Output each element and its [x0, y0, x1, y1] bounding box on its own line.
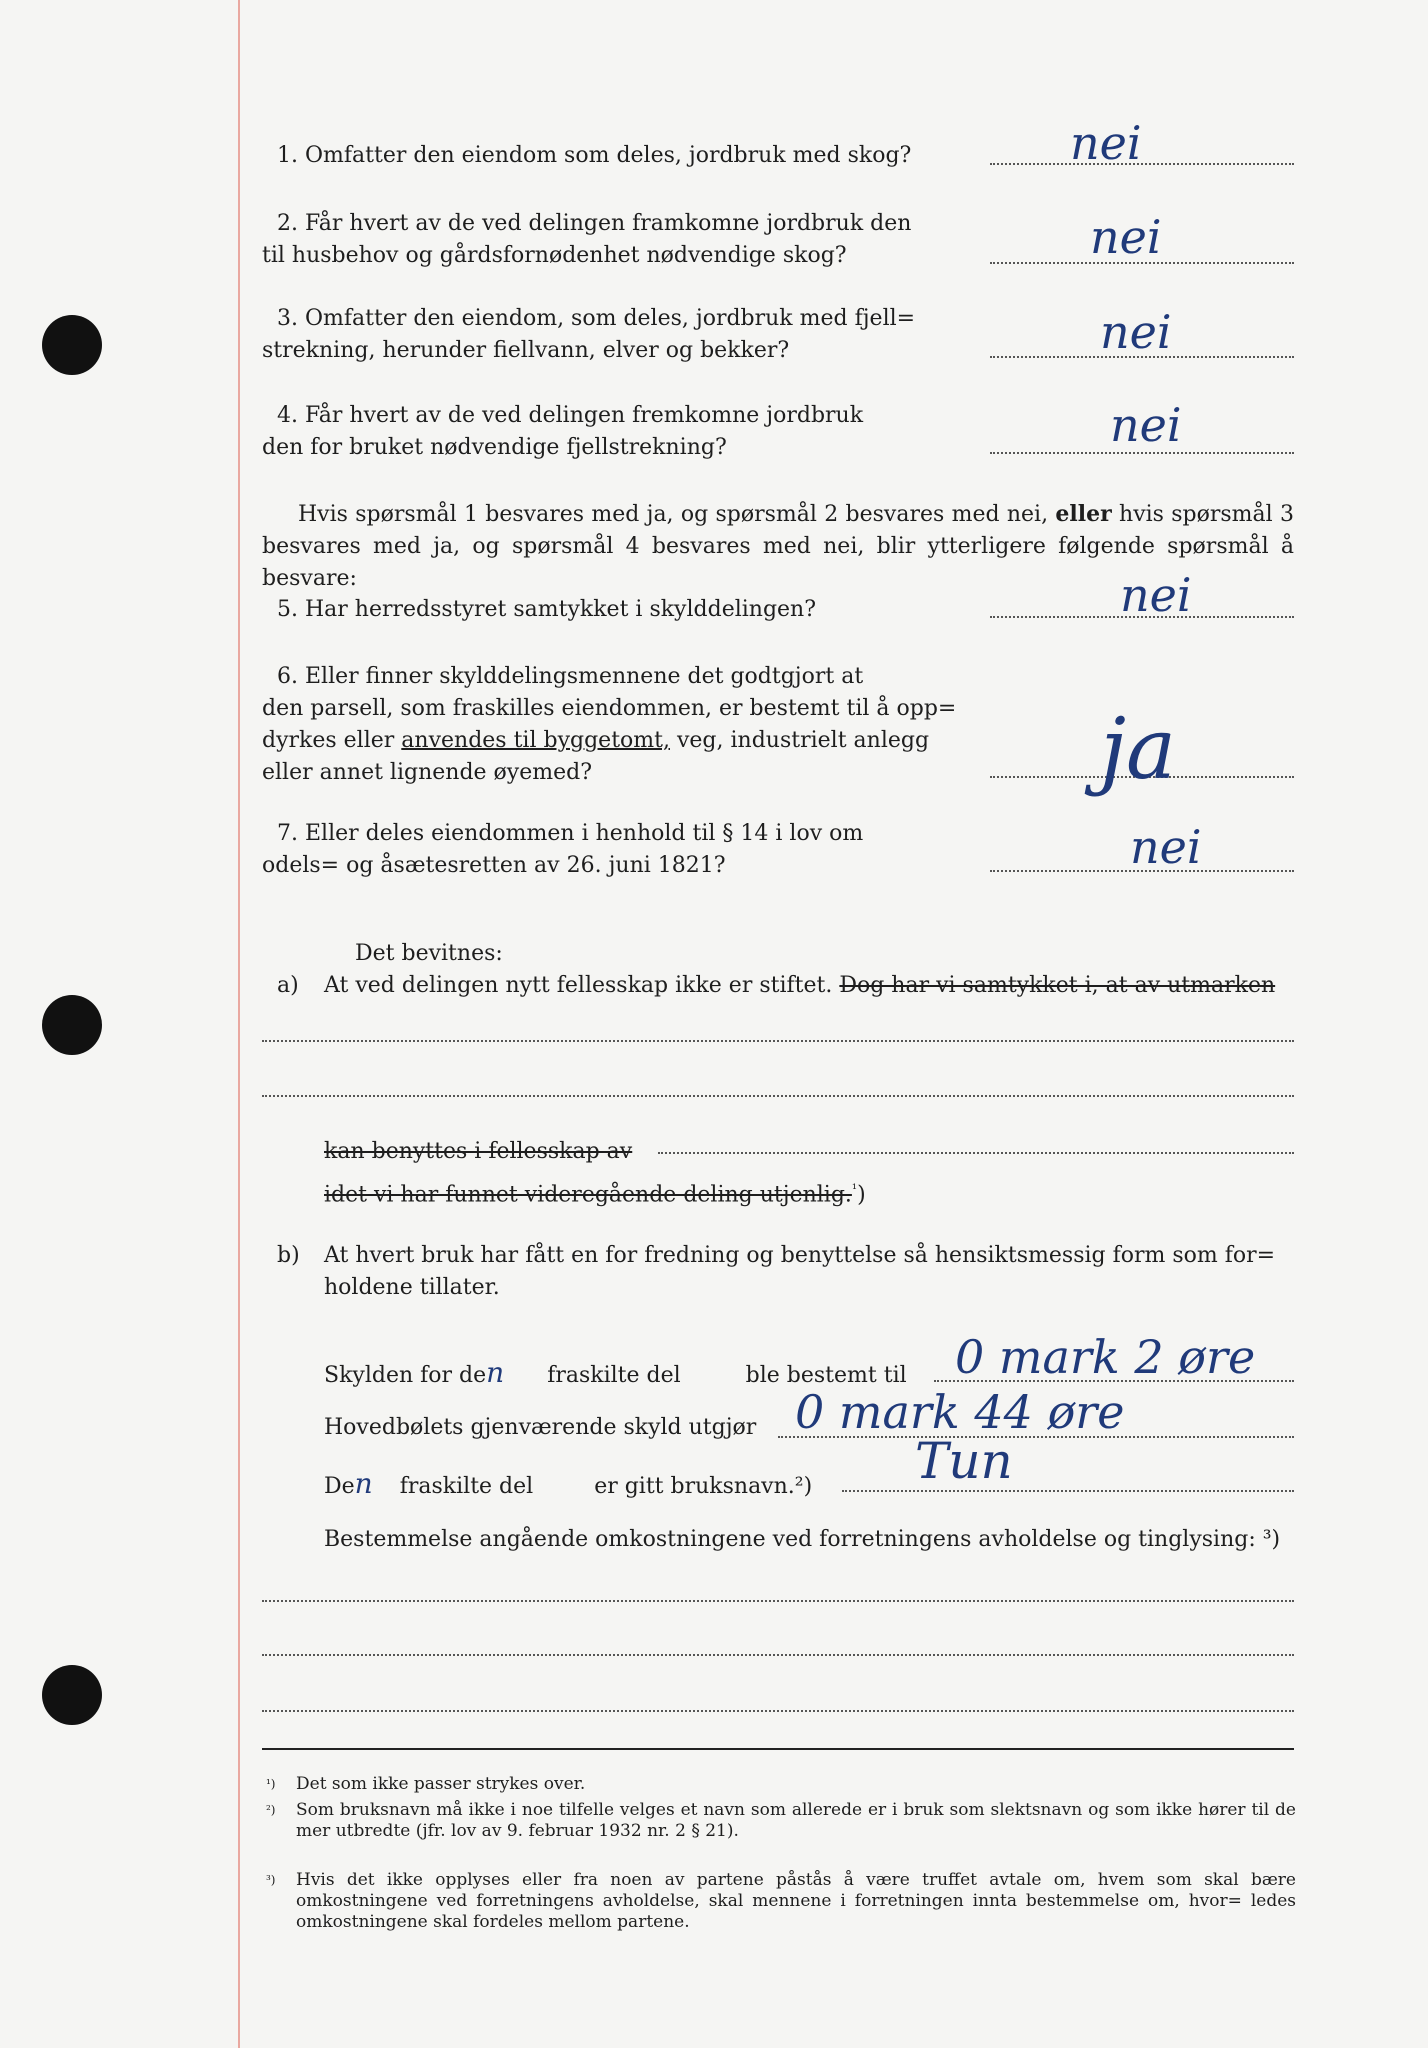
blank-line — [262, 1040, 1294, 1042]
question-7 — [262, 818, 990, 882]
navn-row — [324, 1468, 812, 1503]
question-number: 5. — [277, 597, 298, 622]
blank-line — [262, 1654, 1294, 1656]
field-label: fraskilte del — [547, 1363, 681, 1388]
item-a-text: At ved delingen nytt fellesskap ikke er stiftet. — [324, 973, 833, 998]
question-number: 2. — [277, 211, 298, 236]
item-b-text: holdene tillater. — [324, 1275, 500, 1300]
footnote-separator — [262, 1748, 1294, 1750]
question-text: eller annet lignende øyemed? — [262, 760, 592, 785]
question-number: 7. — [277, 821, 298, 846]
blank-line — [262, 1095, 1294, 1097]
punch-hole — [42, 1665, 102, 1725]
instruction-bold: eller — [1055, 501, 1112, 527]
punch-hole — [42, 995, 102, 1055]
field-label: er gitt bruksnavn.²) — [594, 1474, 813, 1499]
question-text: Eller finner skylddelingsmennene det godtgjort at — [305, 664, 864, 689]
question-number: 3. — [277, 306, 298, 331]
blank-line — [658, 1152, 1294, 1154]
question-text: Eller deles eiendommen i henhold til § 14 i lov om — [305, 821, 864, 846]
margin-rule — [238, 0, 240, 2048]
question-text: odels= og åsætesretten av 26. juni 1821? — [262, 853, 726, 878]
handwritten-answer-6: ja — [1100, 700, 1177, 798]
footnote-1 — [266, 1774, 1296, 1795]
item-a-struck-text: Dog har vi samtykket i, at av utmarken — [839, 973, 1276, 998]
item-label-a: a) — [277, 973, 299, 998]
question-text-underlined: anvendes til byggetomt, — [401, 728, 670, 753]
field-label: ble bestemt til — [745, 1363, 907, 1388]
footnote-ref: ¹ — [851, 1182, 858, 1197]
footnote-2 — [266, 1800, 1296, 1842]
item-b-text: At hvert bruk har fått en for fredning og benyttelse så hensiktsmessig form som for= — [324, 1243, 1276, 1268]
handwritten-suffix: n — [354, 1467, 373, 1500]
footnote-3 — [266, 1870, 1296, 1933]
handwritten-answer-5: nei — [1120, 568, 1192, 622]
field-label: Hovedbølets gjenværende skyld utgjør — [324, 1415, 757, 1440]
punch-hole — [42, 315, 102, 375]
question-text: den parsell, som fraskilles eiendommen, er bestemt til å opp= — [262, 696, 957, 721]
question-1 — [262, 140, 990, 172]
footnote-number: ¹) — [266, 1777, 276, 1791]
instruction-text: hvis spørsmål 3 besvares med ja, og spørsmål 4 besvares med nei, blir ytterligere følgende spørsmål å besvare: — [262, 502, 1294, 591]
question-2 — [262, 208, 990, 272]
item-a-line — [324, 970, 1275, 1002]
handwritten-suffix: n — [486, 1356, 505, 1389]
question-4 — [262, 400, 990, 464]
question-text: Får hvert av de ved delingen framkomne jordbruk den — [305, 211, 912, 236]
footnote-number: ³) — [266, 1873, 276, 1887]
question-text: strekning, herunder fiellvann, elver og bekker? — [262, 338, 790, 363]
answer-line — [990, 163, 1294, 165]
struck-text: kan benyttes i fellesskap av — [324, 1139, 633, 1164]
question-3 — [262, 303, 990, 367]
question-text: veg, industrielt anlegg — [676, 728, 930, 753]
field-label: De — [324, 1474, 355, 1499]
field-label: Bestemmelse angående omkostningene ved forretningens avholdelse og tinglysing: ³) — [324, 1527, 1281, 1552]
footnote-text: Som bruksnavn må ikke i noe tilfelle velges et navn som allerede er i bruk som slektsnavn og som ikke hører til de mer utbredte (jfr. lov av 9. februar 1932 nr. 2 § 21). — [296, 1800, 1296, 1841]
answer-line — [842, 1490, 1294, 1492]
question-number: 4. — [277, 403, 298, 428]
footnote-text: Det som ikke passer strykes over. — [296, 1774, 586, 1794]
handwritten-answer-2: nei — [1090, 210, 1162, 264]
handwritten-answer-1: nei — [1070, 116, 1142, 170]
handwritten-answer-7: nei — [1130, 820, 1202, 874]
handwritten-answer-3: nei — [1100, 305, 1172, 359]
field-label: Skylden for de — [324, 1363, 487, 1388]
question-text: til husbehov og gårdsfornødenhet nødvendige skog? — [262, 243, 847, 268]
paren-text: ) — [857, 1182, 866, 1208]
question-text: Omfatter den eiendom, som deles, jordbruk med fjell= — [305, 306, 916, 331]
handwritten-bruksnavn: Tun — [915, 1432, 1013, 1490]
question-text: Får hvert av de ved delingen fremkomne jordbruk — [305, 403, 864, 428]
footnote-text: Hvis det ikke opplyses eller fra noen av partene påstås å være truffet avtale om, hvem som skal bære omkostningene ved forretningens avholdelse, skal mennene i forretningen innta bestemmelse om, hvor= ledes omkostningene skal fordeles mellom partene. — [296, 1870, 1296, 1932]
struck-line-3 — [324, 1174, 866, 1211]
handwritten-skyld-value: 0 mark 2 øre — [955, 1330, 1256, 1384]
question-6 — [262, 661, 990, 789]
handwritten-hoved-value: 0 mark 44 øre — [795, 1385, 1125, 1439]
question-number: 1. — [277, 143, 298, 168]
instruction-text: Hvis spørsmål 1 besvares med ja, og spørsmål 2 besvares med nei, — [298, 502, 1049, 527]
blank-line — [262, 1600, 1294, 1602]
question-number: 6. — [277, 664, 298, 689]
question-text: den for bruket nødvendige fjellstrekning? — [262, 435, 727, 460]
blank-line — [262, 1710, 1294, 1712]
handwritten-answer-4: nei — [1110, 398, 1182, 452]
question-text: Har herredsstyret samtykket i skylddelingen? — [305, 597, 817, 622]
testify-heading: Det bevitnes: — [355, 941, 503, 966]
item-label-b: b) — [277, 1243, 300, 1268]
question-text: dyrkes eller — [262, 728, 395, 753]
struck-text: idet vi har funnet videregående deling utjenlig. — [324, 1182, 852, 1208]
question-5 — [262, 594, 990, 626]
field-label: fraskilte del — [399, 1474, 534, 1499]
answer-line — [990, 452, 1294, 454]
question-text: Omfatter den eiendom som deles, jordbruk med skog? — [305, 143, 912, 168]
footnote-number: ²) — [266, 1803, 276, 1817]
